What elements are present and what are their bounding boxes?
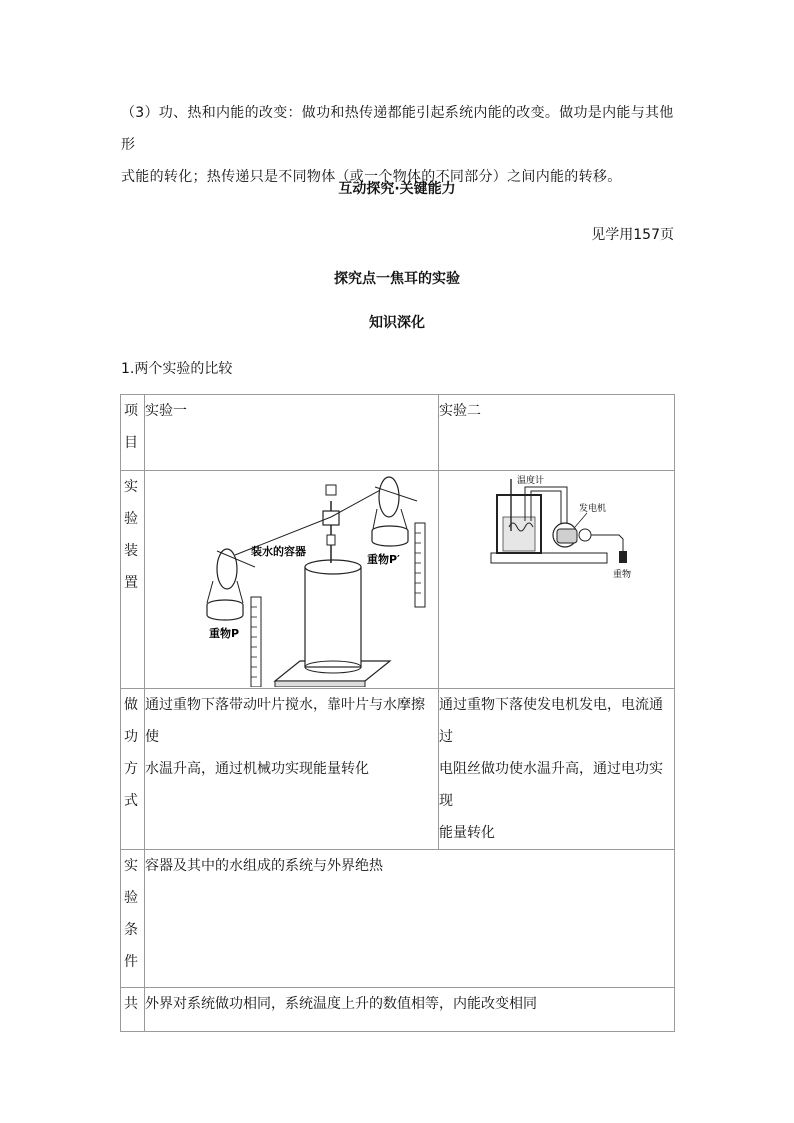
header-item-char-2: 目 (124, 435, 138, 451)
intro-line-1: （3）功、热和内能的改变：做功和热传递都能引起系统内能的改变。做功是内能与其他形 (121, 105, 674, 153)
label-char: 装 (124, 543, 138, 559)
water-container (305, 567, 361, 667)
row-label-conditions (121, 850, 145, 988)
label-char: 条 (124, 922, 138, 938)
generator-rope (591, 535, 623, 551)
figure-cell-exp2 (439, 471, 675, 689)
thermometer-label: 温度计 (517, 476, 545, 486)
container-label: 装水的容器 (251, 545, 306, 558)
container-top (305, 560, 361, 574)
right-weight-rope-b (401, 509, 407, 529)
common-text: 外界对系统做功相同，系统温度上升的数值相等，内能改变相同 (145, 988, 675, 1032)
work-method-exp1-line: 水温升高，通过机械功实现能量转化 (145, 761, 369, 777)
left-weight-rope-a (207, 581, 213, 603)
label-char: 方 (124, 761, 138, 777)
label-char: 实 (124, 858, 138, 874)
apparatus-base (491, 553, 607, 563)
comparison-table (120, 394, 675, 1032)
label-char: 共 (124, 996, 138, 1012)
table-header-row (121, 395, 675, 471)
row-label-apparatus (121, 471, 145, 689)
right-weight-rope-a (373, 509, 377, 529)
work-method-exp2-line: 通过重物下落使发电机发电，电流通过 (439, 697, 663, 745)
weight-p-body (207, 605, 243, 620)
joule-paddle-apparatus-figure (145, 471, 439, 687)
header-exp2: 实验二 (439, 395, 675, 471)
falling-weight (619, 551, 627, 563)
row-label-common (121, 988, 145, 1032)
figure-cell-exp1 (145, 471, 439, 689)
weight-p2-label: 重物P′ (367, 553, 400, 566)
work-method-exp2-line: 能量转化 (439, 825, 495, 841)
shaft-drum (323, 511, 339, 525)
table-row-common (121, 988, 675, 1032)
weight-p2-body (372, 531, 408, 546)
electric-heating-apparatus-figure (439, 471, 675, 581)
label-char: 功 (124, 729, 138, 745)
work-method-exp1-line: 通过重物下落带动叶片搅水，靠叶片与水摩擦使 (145, 697, 425, 745)
right-pulley (379, 477, 399, 517)
header-item-char-1: 项 (124, 403, 138, 419)
label-char: 件 (124, 954, 138, 970)
label-char: 置 (124, 575, 138, 591)
label-char: 式 (124, 793, 138, 809)
work-method-exp1 (145, 689, 439, 850)
right-ruler (415, 523, 425, 607)
intro-line-2: 式能的转化；热传递只是不同物体（或一个物体的不同部分）之间内能的转移。 (121, 169, 622, 185)
generator-body (557, 529, 577, 543)
label-char: 实 (124, 479, 138, 495)
table-row-conditions (121, 850, 675, 988)
base-platform-edge (275, 681, 365, 687)
left-ruler (251, 597, 261, 687)
label-char: 验 (124, 511, 138, 527)
work-method-exp2-line: 电阻丝做功使水温升高，通过电功实现 (439, 761, 663, 809)
shaft-collar (327, 535, 335, 545)
water (503, 517, 535, 551)
generator-pointer (575, 513, 587, 527)
shaft-top-block (326, 485, 336, 495)
topic-title: 探究点一焦耳的实验 (334, 271, 460, 287)
table-row-apparatus (121, 471, 675, 689)
conditions-text: 容器及其中的水组成的系统与外界绝热 (145, 850, 675, 988)
table-row-work-method (121, 689, 675, 850)
header-exp1: 实验一 (145, 395, 439, 471)
weight-p-label: 重物P (209, 627, 240, 640)
header-item-cell (121, 395, 145, 471)
left-weight-rope-b (237, 581, 243, 603)
label-char: 做 (124, 697, 138, 713)
work-method-exp2 (439, 689, 675, 850)
weight-label: 重物 (613, 570, 632, 580)
page-reference: 见学用157页 (591, 227, 674, 243)
row-label-work-method (121, 689, 145, 850)
generator-pulley (579, 529, 591, 541)
label-char: 验 (124, 890, 138, 906)
subtitle: 知识深化 (369, 315, 425, 331)
section-title: 互动探究·关键能力 (338, 181, 456, 197)
generator-label: 发电机 (579, 504, 607, 514)
table-caption: 1.两个实验的比较 (121, 361, 233, 377)
